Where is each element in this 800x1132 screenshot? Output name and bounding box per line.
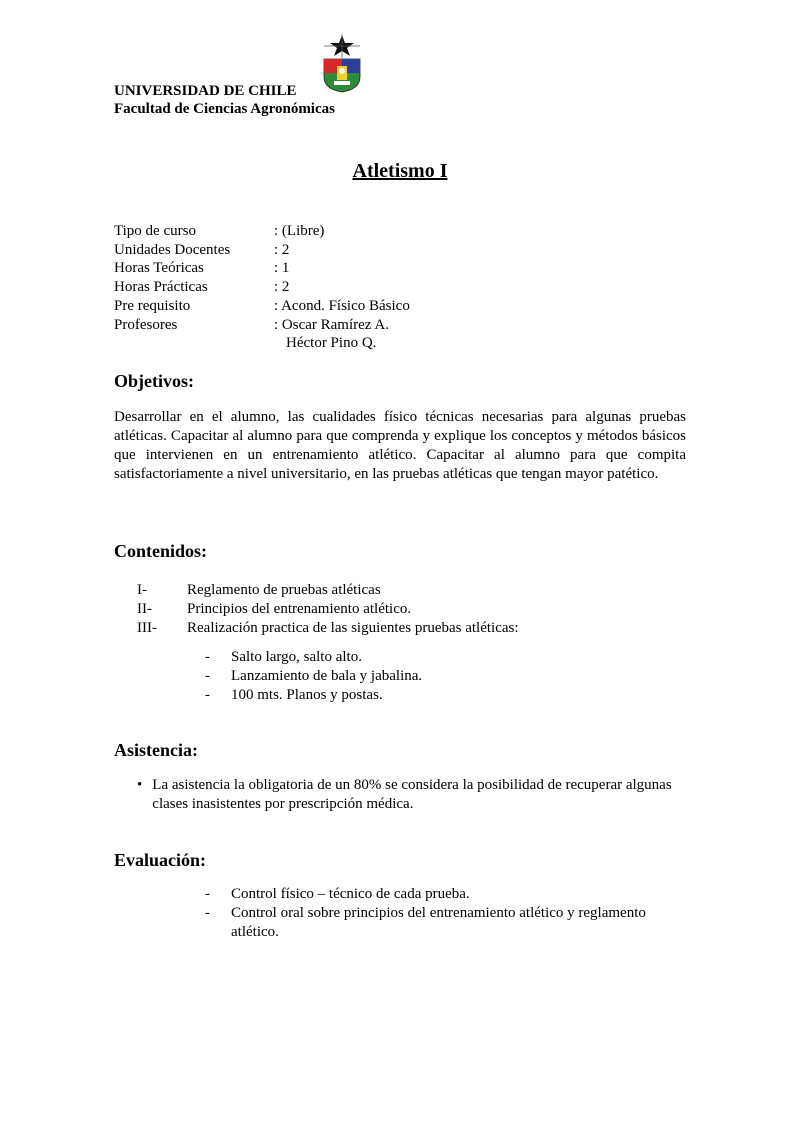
info-row [114,297,410,316]
list-item [205,667,422,686]
list-dash: - [205,649,210,665]
list-number: II- [137,601,152,617]
info-value: : 1 [274,260,290,277]
list-text: Principios del entrenamiento atlético. [187,601,412,617]
info-label: Profesores [114,316,178,333]
info-label: Tipo de curso [114,223,196,239]
info-row [114,241,410,260]
info-label: Horas Teóricas [114,260,204,277]
info-value: : Acond. Físico Básico [274,297,410,314]
contenidos-sublist [205,648,422,705]
objetivos-text: Desarrollar en el alumno, las cualidades físico técnicas necesarias para algunas pruebas atléticas. Capacitar al alumno para que comprenda y explique los conceptos y métodos básicos que intervienen en un entrenamiento atlético. Capacitar al alumno para que compita satisfactoriamente a nivel universitario, en las pruebas atléticas que tengan mayor patético. [114,409,686,482]
list-item [137,581,519,600]
info-row [114,222,410,241]
page-title: Atletismo I [352,160,448,182]
list-dash: - [205,905,210,921]
list-item [205,885,695,904]
info-value: : 2 [274,241,290,258]
info-value: : 2 [274,279,290,296]
faculty-name: Facultad de Ciencias Agronómicas [114,101,335,117]
list-text: Lanzamiento de bala y jabalina. [231,668,423,684]
info-value-continued: Héctor Pino Q. [286,335,377,352]
list-text: Control físico – técnico de cada prueba. [231,886,470,902]
institution-header [114,82,335,118]
list-item [205,904,695,942]
info-row [114,316,410,335]
asistencia-text: La asistencia la obligatoria de un 80% se considera la posibilidad de recuperar algunas clases inasistentes por prescripción médica. [152,777,672,812]
info-row [114,334,410,353]
bullet-icon: • [137,777,143,793]
info-label: Pre requisito [114,297,191,314]
contenidos-list [137,581,519,638]
list-number: I- [137,582,147,598]
evaluacion-heading: Evaluación: [114,850,207,870]
list-text: Control oral sobre principios del entrenamiento atlético y reglamento atlético. [231,905,646,940]
list-text: 100 mts. Planos y postas. [231,687,383,703]
list-item [205,648,422,667]
list-dash: - [205,668,210,684]
info-value: : (Libre) [274,223,325,239]
info-label: Horas Prácticas [114,279,208,296]
list-dash: - [205,687,210,703]
list-text: Salto largo, salto alto. [231,649,362,665]
asistencia-item [137,776,697,814]
list-item [205,686,422,705]
contenidos-heading: Contenidos: [114,541,208,561]
list-item [137,619,519,638]
university-name: UNIVERSIDAD DE CHILE [114,83,297,99]
info-row [114,259,410,278]
info-value: : Oscar Ramírez A. [274,316,389,333]
list-dash: - [205,886,210,902]
info-label: Unidades Docentes [114,241,231,258]
objetivos-heading: Objetivos: [114,371,194,391]
list-text: Reglamento de pruebas atléticas [187,582,381,598]
info-row [114,278,410,297]
course-info [114,222,410,353]
list-text: Realización practica de las siguientes pruebas atléticas: [187,620,519,636]
list-number: III- [137,620,157,636]
evaluacion-list [205,885,695,942]
asistencia-heading: Asistencia: [114,740,198,760]
list-item [137,600,519,619]
